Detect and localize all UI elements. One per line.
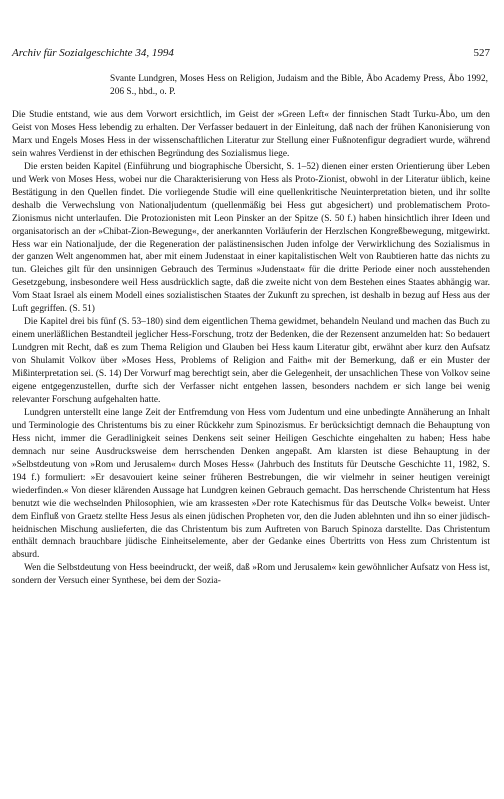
paragraph: Die Kapitel drei bis fünf (S. 53–180) sind dem eigentlichen Thema gewidmet, behandeln Neuland und machen das Buch zu einem unerläßlichen Bestandteil jeglicher Hess-Forschung, trotz der Bedenken, die der Rezensent anzumelden hat: So bedauert Lundgren mit Recht, daß es zum Thema Religion und Glauben bei Hess kaum Literatur gibt, erwähnt aber kurz den Aufsatz von Shulamit Volkov über »Moses Hess, Problems of Religion and Faith« mit der Bemerkung, daß er ein Muster der Mißinterpretation sei. (S. 14) Der Vorwurf mag berechtigt sein, aber die Gelegenheit, der unsachlichen These von Volkov seine eigene entgegenzustellen, durfte sich der Verfasser nicht entgehen lassen, besonders nachdem er sich lange bei wenig relevanter Forschung aufgehalten hatte. — [12, 317, 490, 405]
journal-title: Archiv für Sozialgeschichte 34, 1994 — [12, 47, 174, 59]
paragraph: Die Studie entstand, wie aus dem Vorwort ersichtlich, im Geist der »Green Left« der finnischen Stadt Turku-Åbo, um den Geist von Moses Hess lebendig zu erhalten. Der Verfasser bedauert in der Einleitung, daß nach der frühen Kanonisierung von Marx und Engels Moses Hess in der wissenschaftlichen Literatur zur Stellung einer Fußnotenfigur degradiert wurde, während sein wahres Verdienst in der ethischen Begründung des Sozialismus liege. — [12, 110, 490, 159]
page-number: 527 — [473, 47, 490, 59]
book-citation: Svante Lundgren, Moses Hess on Religion, Judaism and the Bible, Åbo Academy Press, Åbo 1992, 206 S., hbd., o. P. — [110, 74, 488, 97]
paragraph: Lundgren unterstellt eine lange Zeit der Entfremdung von Hess vom Judentum und eine unbedingte Annäherung an Inhalt und Terminologie des Christentums bis zu einer Rückkehr zum Spinozismus. Er berücksichtigt demnach die Behauptung von Hess nicht, immer die Geradlinigkeit seines Denkens seit seiner Heiligen Geschichte eingehalten zu haben; Hess habe demnach nur seine Ausdrucksweise dem herrschenden Denken angepaßt. Am klarsten ist diese Behauptung in der »Selbstdeutung von »Rom und Jerusalem« durch Moses Hess« (Jahrbuch des Instituts für Deutsche Geschichte 11, 1982, S. 194 f.) formuliert: »Er desavouiert keine seiner früheren Bestrebungen, die wir vielmehr in seiner heutigen vereinigt wiederfinden.« Von dieser klärenden Aussage hat Lundgren keinen Gebrauch gemacht. Das herrschende Christentum hat Hess benutzt wie die wechselnden Philosophien, wie am krassesten »Der rote Katechismus für das Deutsche Volk« beweist. Unter dem Einfluß von Graetz stellte Hess Jesus als einen jüdischen Propheten vor, den die Juden ablehnten und ihn so einer jüdisch-heidnischen Mischung auslieferten, die das Christentum bis zum Auftreten von Baruch Spinoza darstellte. Das Christentum enthält demnach brauchbare jüdische Einheitselemente, aber der Gedanke eines Übertritts von Hess zum Christentum ist absurd. — [12, 407, 490, 561]
paragraph: Wen die Selbstdeutung von Hess beeindruckt, der weiß, daß »Rom und Jerusalem« kein gewöhnlicher Aufsatz von Hess ist, sondern der Versuch einer Synthese, bei dem der Sozia- — [12, 563, 490, 587]
page-header — [12, 46, 490, 60]
paragraph: Die ersten beiden Kapitel (Einführung und biographische Übersicht, S. 1–52) dienen einer ersten Orientierung über Leben und Werk von Moses Hess, wobei nur die Charakterisierung von Hess als Proto-Zionist, obwohl in der Literatur üblich, keine Bestätigung in den Quellen findet. Die vorliegende Studie will eine quellenkritische Neuinterpretation bieten, und ihr sollte deshalb die Verwechslung von Nationaljudentum (quellenmäßig bei Hess gut abgesichert) und problematischem Proto-Zionismus nicht unterlaufen. Die Protozionisten mit Leon Pinsker an der Spitze (S. 50 f.) haben hinsichtlich ihrer Ideen und organisatorisch an der »Chibat-Zion-Bewegung«, der anerkannten Vorläuferin der Herzlschen Kongreßbewegung, mitgewirkt. Hess war ein Nationaljude, der die Regeneration der palästinensischen Juden infolge der Verwirklichung des Sozialismus in der ganzen Welt angenommen hat, aber mit einem Judenstaat in einer kapitalistischen Welt von Raubtieren hatte das nichts zu tun. Gleiches gilt für den unsinnigen Gebrauch des Terminus »Judenstaat« für die dritte Periode einer noch ausstehenden Gesetzgebung, insbesondere weil Hess ausdrücklich sagte, daß die zweite nicht von dem Bestehen eines Staates abhängig war. Vom Staat Israel als einem Modell eines sozialistischen Staates der Zukunft zu sprechen, ist deshalb in bezug auf Hess aus der Luft gegriffen. (S. 51) — [12, 161, 490, 315]
review-body — [12, 109, 490, 588]
